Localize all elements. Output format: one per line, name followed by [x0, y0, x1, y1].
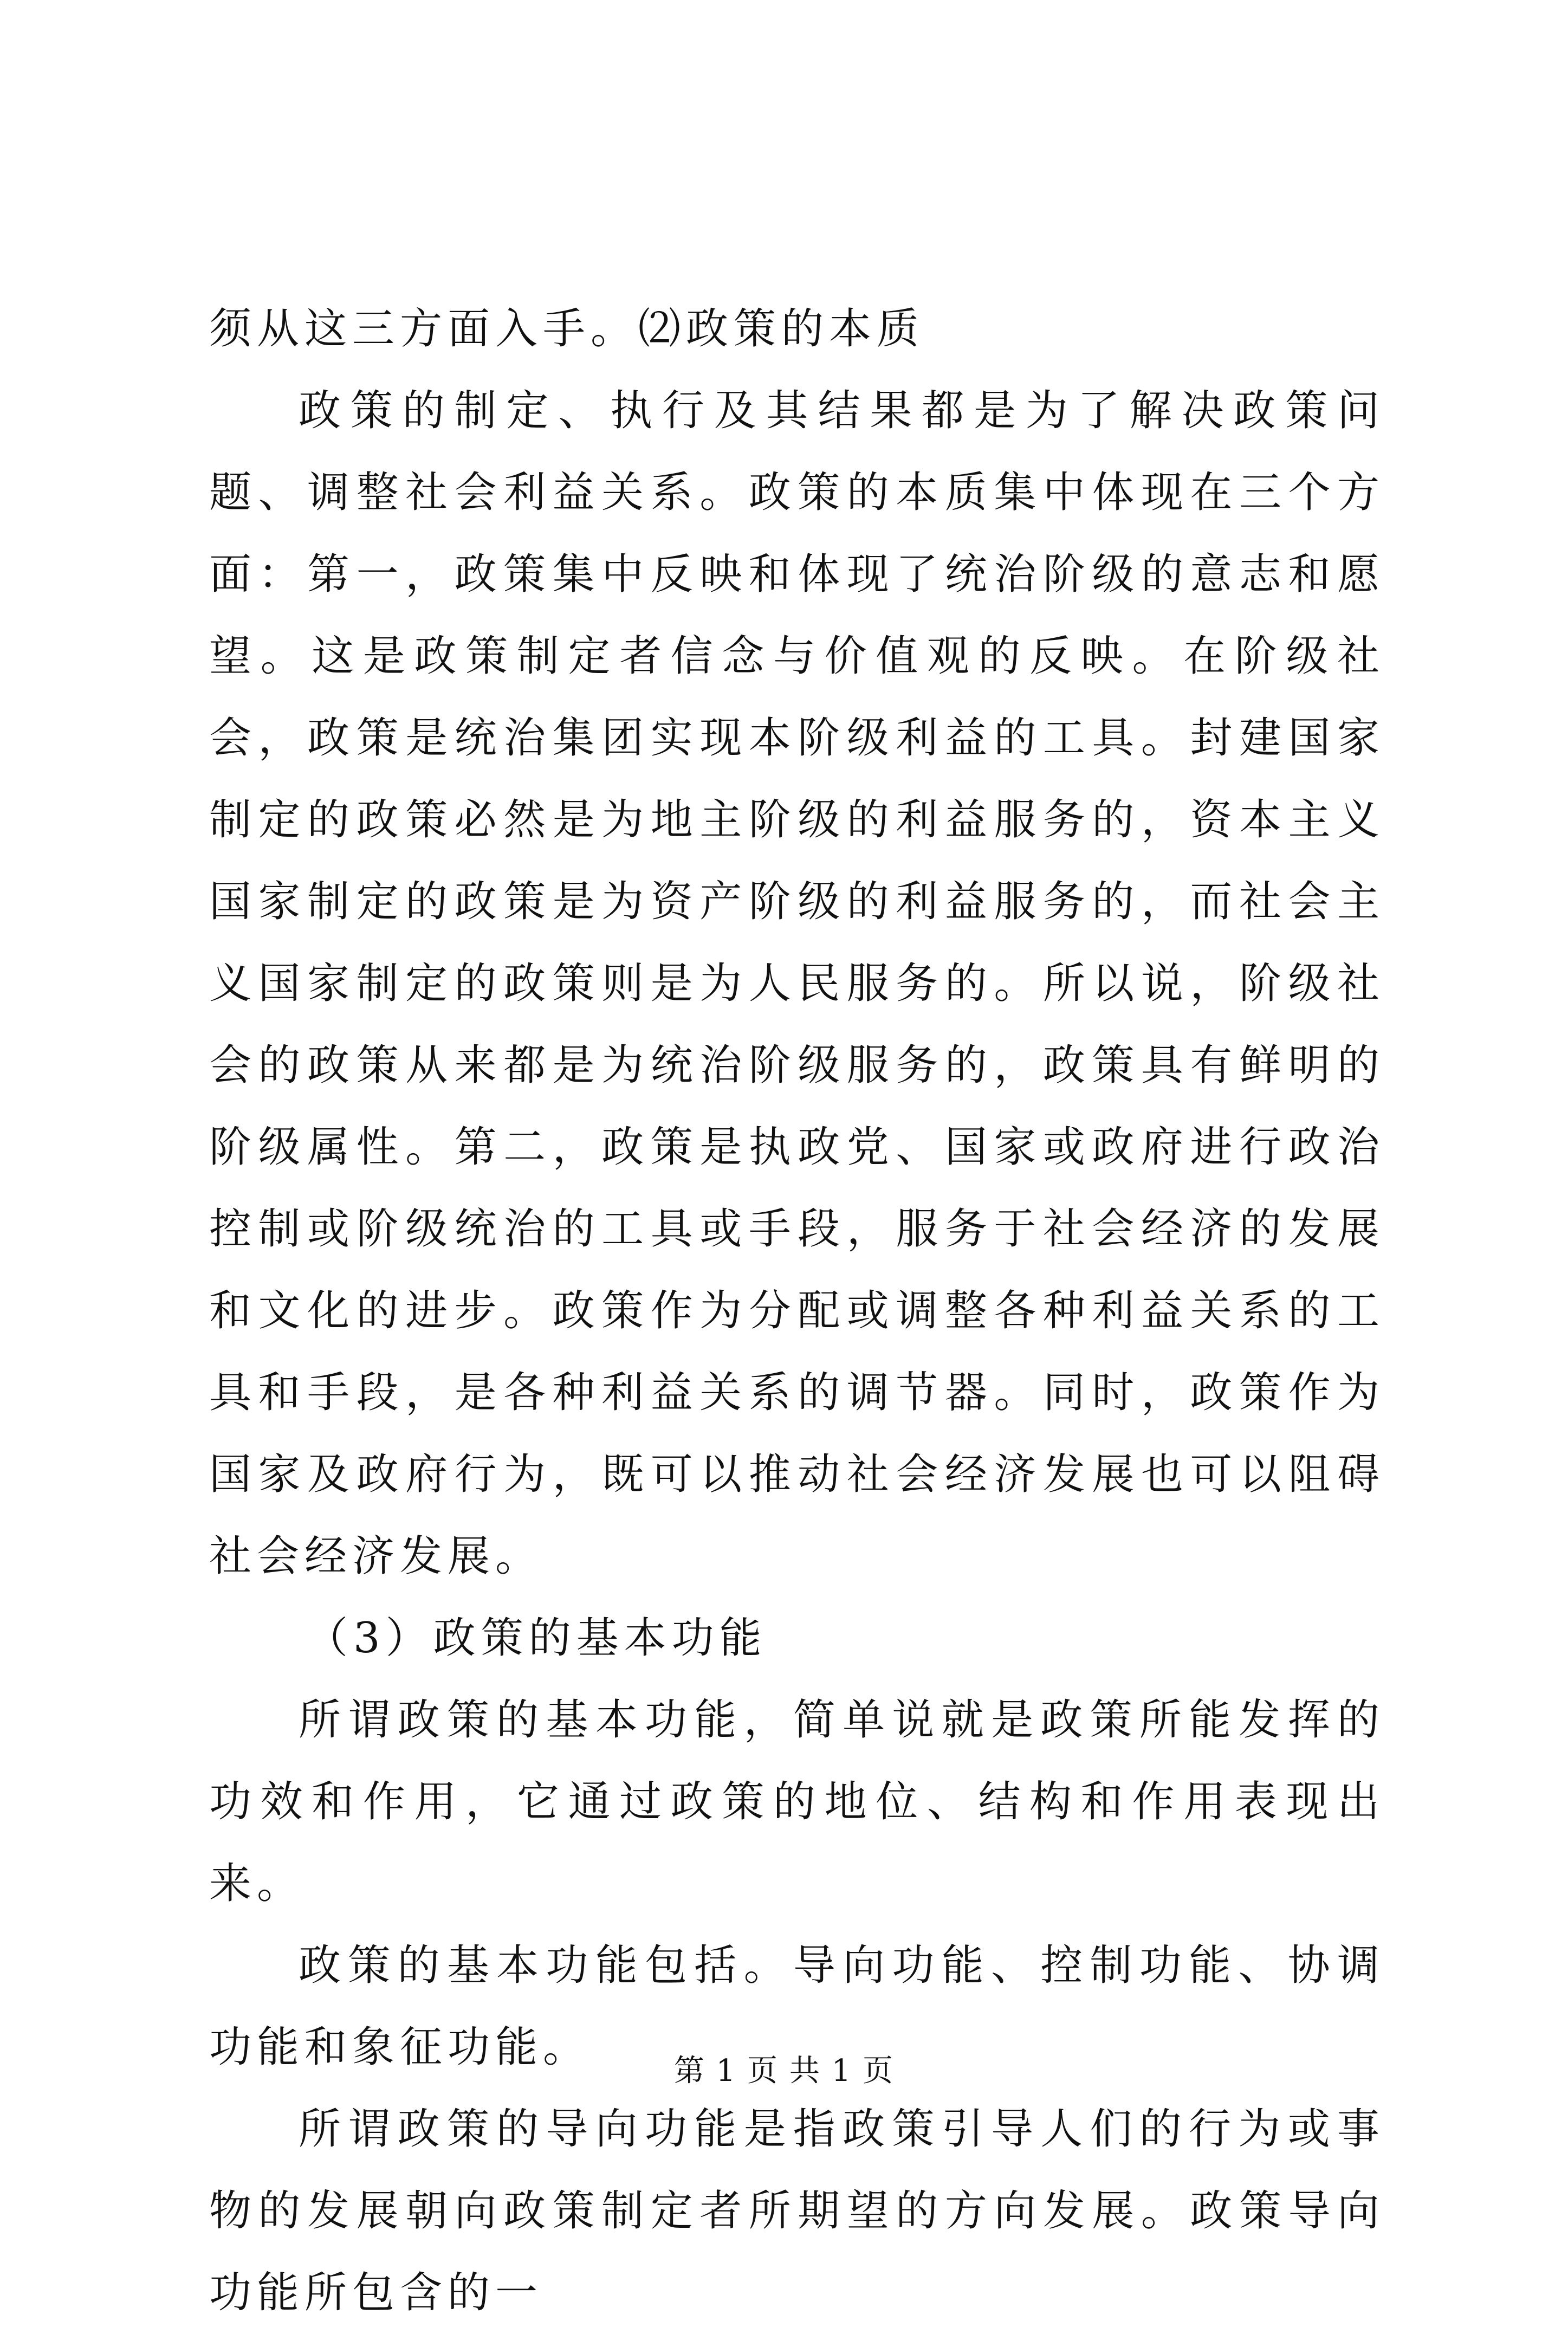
- paragraph-function-list: 政策的基本功能包括。导向功能、控制功能、协调功能和象征功能。: [209, 1941, 1385, 2072]
- paragraph-guiding-function: 所谓政策的导向功能是指政策引导人们的行为或事物的发展朝向政策制定者所期望的方向发展。政策导向功能所包含的一: [209, 2105, 1385, 2317]
- page-footer: 第 1 页 共 1 页: [673, 2053, 895, 2089]
- paragraph-function-definition: 所谓政策的基本功能，简单说就是政策所能发挥的功效和作用，它通过政策的地位、结构和作用表现出来。: [209, 1696, 1385, 1908]
- paragraph-policy-essence: 政策的制定、执行及其结果都是为了解决政策问题、调整社会利益关系。政策的本质集中体现在三个方面：第一，政策集中反映和体现了统治阶级的意志和愿望。这是政策制定者信念与价值观的反映。在阶级社会，政策是统治集团实现本阶级利益的工具。封建国家制定的政策必然是为地主阶级的利益服务的，资本主义国家制定的政策是为资产阶级的利益服务的，而社会主义国家制定的政策则是为人民服务的。所以说，阶级社会的政策从来都是为统治阶级服务的，政策具有鲜明的阶级属性。第二，政策是执政党、国家或政府进行政治控制或阶级统治的工具或手段，服务于社会经济的发展和文化的进步。政策作为分配或调整各种利益关系的工具和手段，是各种利益关系的调节器。同时，政策作为国家及政府行为，既可以推动社会经济发展也可以阻碍社会经济发展。: [209, 386, 1385, 1581]
- section-heading-basic-functions: （3）政策的基本功能: [306, 1614, 767, 1663]
- paragraph-continuation: 须从这三方面入手。⑵政策的本质: [209, 305, 925, 353]
- document-body: [209, 288, 1385, 2334]
